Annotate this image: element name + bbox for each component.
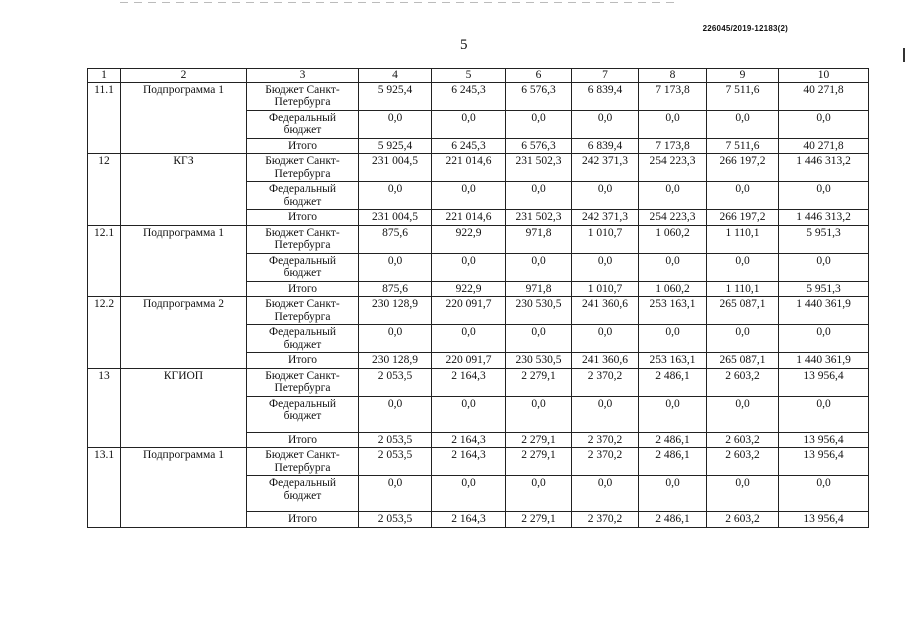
row-number: 12.1 [88,225,121,253]
column-header: 6 [506,69,572,83]
row-number [88,253,121,281]
value-cell: 2 603,2 [707,432,779,448]
value-cell: 971,8 [506,225,572,253]
funding-source: Федеральный бюджет [247,110,359,138]
value-cell: 0,0 [359,476,432,512]
value-cell: 0,0 [506,476,572,512]
funding-source: Итого [247,432,359,448]
funding-source: Бюджет Санкт-Петербурга [247,448,359,476]
table-row [88,110,869,138]
value-cell: 2 603,2 [707,448,779,476]
value-cell: 2 053,5 [359,448,432,476]
value-cell: 0,0 [432,110,506,138]
value-cell: 230 530,5 [506,297,572,325]
row-number: 12 [88,154,121,182]
program-name [121,325,247,353]
value-cell: 231 004,5 [359,210,432,226]
table-row [88,448,869,476]
value-cell: 2 279,1 [506,368,572,396]
value-cell: 0,0 [432,396,506,432]
row-number [88,182,121,210]
value-cell: 242 371,3 [572,210,639,226]
row-number [88,210,121,226]
value-cell: 266 197,2 [707,154,779,182]
funding-source: Бюджет Санкт-Петербурга [247,297,359,325]
program-name: Подпрограмма 1 [121,82,247,110]
row-number: 13 [88,368,121,396]
row-number: 11.1 [88,82,121,110]
program-name [121,512,247,528]
value-cell: 971,8 [506,281,572,297]
value-cell: 0,0 [707,253,779,281]
value-cell: 1 446 313,2 [779,210,869,226]
funding-source: Бюджет Санкт-Петербурга [247,82,359,110]
table-row [88,325,869,353]
value-cell: 2 603,2 [707,512,779,528]
value-cell: 6 839,4 [572,82,639,110]
value-cell: 230 530,5 [506,353,572,369]
value-cell: 2 053,5 [359,432,432,448]
value-cell: 13 956,4 [779,368,869,396]
value-cell: 0,0 [506,182,572,210]
table-row [88,210,869,226]
table-row [88,253,869,281]
value-cell: 1 440 361,9 [779,297,869,325]
value-cell: 254 223,3 [639,154,707,182]
value-cell: 2 486,1 [639,512,707,528]
value-cell: 2 486,1 [639,432,707,448]
funding-source: Бюджет Санкт-Петербурга [247,368,359,396]
column-header: 7 [572,69,639,83]
value-cell: 0,0 [506,253,572,281]
value-cell: 922,9 [432,225,506,253]
value-cell: 253 163,1 [639,353,707,369]
value-cell: 0,0 [432,182,506,210]
funding-source: Федеральный бюджет [247,476,359,512]
funding-source: Федеральный бюджет [247,325,359,353]
value-cell: 2 370,2 [572,368,639,396]
budget-table [87,68,869,528]
value-cell: 0,0 [707,325,779,353]
value-cell: 1 110,1 [707,281,779,297]
value-cell: 2 164,3 [432,448,506,476]
value-cell: 253 163,1 [639,297,707,325]
value-cell: 0,0 [779,476,869,512]
program-name: КГЗ [121,154,247,182]
value-cell: 7 511,6 [707,138,779,154]
program-name [121,110,247,138]
value-cell: 242 371,3 [572,154,639,182]
value-cell: 6 245,3 [432,82,506,110]
value-cell: 13 956,4 [779,432,869,448]
value-cell: 0,0 [359,325,432,353]
table-row [88,297,869,325]
table-row [88,138,869,154]
value-cell: 2 053,5 [359,368,432,396]
value-cell: 2 053,5 [359,512,432,528]
row-number [88,432,121,448]
value-cell: 0,0 [506,396,572,432]
value-cell: 2 164,3 [432,432,506,448]
value-cell: 0,0 [707,110,779,138]
column-header: 5 [432,69,506,83]
value-cell: 2 164,3 [432,368,506,396]
value-cell: 6 576,3 [506,82,572,110]
column-header: 8 [639,69,707,83]
value-cell: 7 173,8 [639,138,707,154]
table-row [88,476,869,512]
value-cell: 2 486,1 [639,448,707,476]
program-name [121,253,247,281]
funding-source: Итого [247,281,359,297]
value-cell: 0,0 [639,396,707,432]
value-cell: 0,0 [639,253,707,281]
value-cell: 0,0 [779,253,869,281]
value-cell: 2 164,3 [432,512,506,528]
value-cell: 875,6 [359,281,432,297]
table-row [88,82,869,110]
value-cell: 6 839,4 [572,138,639,154]
value-cell: 2 603,2 [707,368,779,396]
value-cell: 231 004,5 [359,154,432,182]
funding-source: Итого [247,512,359,528]
row-number [88,396,121,432]
value-cell: 0,0 [359,253,432,281]
value-cell: 5 951,3 [779,225,869,253]
funding-source: Бюджет Санкт-Петербурга [247,154,359,182]
funding-source: Бюджет Санкт-Петербурга [247,225,359,253]
value-cell: 1 010,7 [572,281,639,297]
table-row [88,396,869,432]
value-cell: 220 091,7 [432,353,506,369]
row-number [88,512,121,528]
value-cell: 230 128,9 [359,353,432,369]
value-cell: 13 956,4 [779,512,869,528]
value-cell: 2 279,1 [506,512,572,528]
row-number [88,353,121,369]
table-row [88,368,869,396]
row-number [88,281,121,297]
value-cell: 5 951,3 [779,281,869,297]
program-name: Подпрограмма 1 [121,448,247,476]
value-cell: 6 245,3 [432,138,506,154]
value-cell: 0,0 [639,476,707,512]
value-cell: 1 060,2 [639,281,707,297]
table-row [88,154,869,182]
row-number: 12.2 [88,297,121,325]
value-cell: 0,0 [779,182,869,210]
value-cell: 0,0 [572,182,639,210]
funding-source: Федеральный бюджет [247,253,359,281]
value-cell: 40 271,8 [779,138,869,154]
scan-top-artifact [120,2,680,3]
value-cell: 5 925,4 [359,138,432,154]
value-cell: 265 087,1 [707,353,779,369]
program-name [121,432,247,448]
value-cell: 0,0 [572,253,639,281]
table-row [88,353,869,369]
value-cell: 0,0 [639,325,707,353]
value-cell: 0,0 [359,182,432,210]
value-cell: 0,0 [707,182,779,210]
row-number: 13.1 [88,448,121,476]
value-cell: 1 060,2 [639,225,707,253]
column-header: 3 [247,69,359,83]
column-header: 10 [779,69,869,83]
funding-source: Итого [247,138,359,154]
row-number [88,110,121,138]
column-header: 2 [121,69,247,83]
value-cell: 241 360,6 [572,353,639,369]
column-header: 1 [88,69,121,83]
program-name [121,281,247,297]
program-name [121,396,247,432]
program-name: Подпрограмма 1 [121,225,247,253]
funding-source: Федеральный бюджет [247,396,359,432]
value-cell: 230 128,9 [359,297,432,325]
value-cell: 0,0 [572,396,639,432]
program-name [121,138,247,154]
document-code: 226045/2019-12183(2) [702,24,788,33]
value-cell: 0,0 [707,396,779,432]
value-cell: 221 014,6 [432,154,506,182]
value-cell: 221 014,6 [432,210,506,226]
value-cell: 2 370,2 [572,432,639,448]
table-row [88,512,869,528]
value-cell: 2 370,2 [572,448,639,476]
value-cell: 254 223,3 [639,210,707,226]
value-cell: 2 279,1 [506,448,572,476]
value-cell: 0,0 [572,476,639,512]
value-cell: 0,0 [359,396,432,432]
value-cell: 922,9 [432,281,506,297]
value-cell: 0,0 [639,182,707,210]
value-cell: 0,0 [432,476,506,512]
value-cell: 875,6 [359,225,432,253]
table-row [88,432,869,448]
value-cell: 1 110,1 [707,225,779,253]
value-cell: 0,0 [572,325,639,353]
value-cell: 0,0 [707,476,779,512]
header-row [88,69,869,83]
value-cell: 241 360,6 [572,297,639,325]
program-name [121,476,247,512]
program-name: КГИОП [121,368,247,396]
value-cell: 6 576,3 [506,138,572,154]
value-cell: 220 091,7 [432,297,506,325]
value-cell: 0,0 [572,110,639,138]
value-cell: 2 370,2 [572,512,639,528]
value-cell: 265 087,1 [707,297,779,325]
value-cell: 1 446 313,2 [779,154,869,182]
row-number [88,476,121,512]
value-cell: 5 925,4 [359,82,432,110]
value-cell: 13 956,4 [779,448,869,476]
program-name [121,182,247,210]
value-cell: 0,0 [506,325,572,353]
value-cell: 231 502,3 [506,154,572,182]
value-cell: 1 010,7 [572,225,639,253]
table-row [88,182,869,210]
value-cell: 266 197,2 [707,210,779,226]
value-cell: 1 440 361,9 [779,353,869,369]
value-cell: 0,0 [779,396,869,432]
value-cell: 0,0 [779,110,869,138]
row-number [88,138,121,154]
value-cell: 7 173,8 [639,82,707,110]
value-cell: 40 271,8 [779,82,869,110]
table-row [88,281,869,297]
column-header: 4 [359,69,432,83]
program-name [121,353,247,369]
value-cell: 2 279,1 [506,432,572,448]
column-header: 9 [707,69,779,83]
funding-source: Итого [247,210,359,226]
program-name [121,210,247,226]
table-row [88,225,869,253]
value-cell: 0,0 [506,110,572,138]
program-name: Подпрограмма 2 [121,297,247,325]
value-cell: 7 511,6 [707,82,779,110]
funding-source: Итого [247,353,359,369]
value-cell: 0,0 [359,110,432,138]
row-number [88,325,121,353]
value-cell: 2 486,1 [639,368,707,396]
value-cell: 0,0 [639,110,707,138]
value-cell: 0,0 [432,325,506,353]
value-cell: 0,0 [779,325,869,353]
page-number: 5 [460,37,468,53]
value-cell: 231 502,3 [506,210,572,226]
value-cell: 0,0 [432,253,506,281]
funding-source: Федеральный бюджет [247,182,359,210]
